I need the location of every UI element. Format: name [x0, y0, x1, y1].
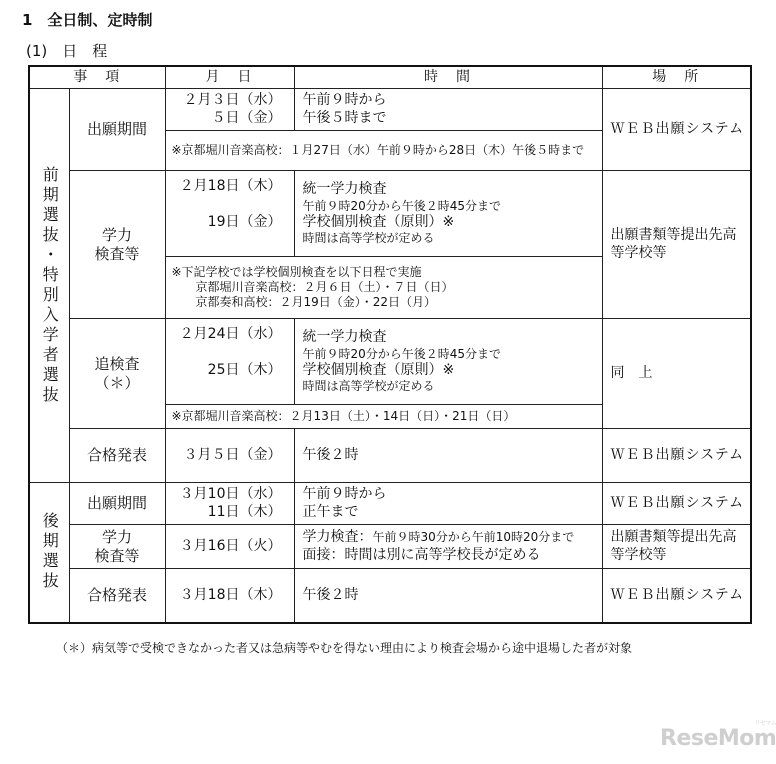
late-application-times: [294, 483, 602, 525]
late-result-time: 午後２時: [294, 569, 602, 623]
early-retest-dates: [165, 319, 294, 405]
table-row: [29, 525, 751, 569]
date-line: ５日（金）: [211, 109, 282, 126]
early-application-times: [294, 89, 602, 131]
early-application-dates: [165, 89, 294, 131]
time-line: 学校個別検査（原則）※: [302, 361, 455, 378]
early-application-note: ※京都堀川音楽高校：１月27日（水）午前９時から28日（木）午後５時まで: [165, 131, 602, 171]
date-line: ２月18日（木）: [179, 178, 282, 194]
time-line: 正午まで: [302, 503, 359, 520]
late-exam-date: ３月16日（火）: [165, 525, 294, 569]
time-line: 午前９時から: [302, 92, 387, 108]
time-sub-line: 午前９時20分から午後２時45分まで: [302, 198, 502, 213]
table-row: [29, 319, 751, 405]
early-category: [29, 89, 69, 483]
late-application-dates: [165, 483, 294, 525]
col-header-time: 時 間: [294, 66, 602, 89]
col-header-item: 事 項: [29, 66, 165, 89]
time-line: [303, 529, 602, 547]
note-line: ※下記学校では学校個別検査を以下日程で実施: [171, 265, 422, 279]
note-line: 京都堀川音楽高校：２月６日（土）・７日（日）: [195, 280, 454, 294]
early-exam-label: [69, 171, 165, 319]
table-row: [29, 429, 751, 483]
early-result-place: ＷＥＢ出願システム: [602, 429, 751, 483]
time-line: 学校個別検査（原則）※: [302, 213, 455, 230]
logo-text: ReseMom: [660, 726, 776, 751]
early-result-time: 午後２時: [294, 429, 602, 483]
early-result-label: 合格発表: [69, 429, 165, 483]
date-line: 11日（木）: [207, 503, 282, 520]
table-row: [29, 89, 751, 131]
early-exam-dates: [165, 171, 294, 257]
late-category: [29, 483, 69, 623]
time-line: 統一学力検査: [302, 181, 387, 197]
early-result-date: ３月５日（金）: [165, 429, 294, 483]
time-sub-line: 時間は高等学校が定める: [302, 231, 435, 245]
date-line: ２月３日（水）: [183, 92, 282, 108]
early-application-label: 出願期間: [69, 89, 165, 171]
header-row: [29, 66, 751, 89]
resemom-logo: [660, 720, 776, 751]
late-exam-place: 出願書類等提出先高等学校等: [602, 525, 751, 569]
late-result-place: ＷＥＢ出願システム: [602, 569, 751, 623]
time-sub-line: 午前９時20分から午後２時45分まで: [302, 346, 502, 361]
time-line: 面接：時間は別に高等学校長が定める: [302, 546, 541, 563]
col-header-date: 月 日: [165, 66, 294, 89]
early-exam-label-text: 学力 検査等: [94, 225, 140, 263]
time-line: 午後５時まで: [302, 109, 387, 126]
section-heading: 1 全日制、定時制: [22, 11, 153, 29]
time-label: 学力検査：: [302, 529, 373, 545]
date-line: 19日（金）: [207, 213, 282, 230]
time-line: 午前９時から: [302, 486, 387, 502]
time-sub-line: 時間は高等学校が定める: [302, 379, 435, 393]
subsection-heading: (1) 日 程: [26, 42, 108, 60]
logo-sub-text: リセマム: [754, 720, 776, 727]
early-retest-note: ※京都堀川音楽高校：２月13日（土）・14日（日）・21日（日）: [165, 405, 602, 429]
date-line: 25日（木）: [207, 361, 282, 378]
early-retest-place: 同 上: [602, 319, 751, 429]
date-line: ２月24日（水）: [179, 326, 282, 342]
late-exam-label-text: 学力 検査等: [94, 527, 140, 565]
late-result-date: ３月18日（木）: [165, 569, 294, 623]
early-exam-place: 出願書類等提出先高等学校等: [602, 171, 751, 319]
early-exam-times: [294, 171, 602, 257]
footnote: （＊）病気等で受検できなかった者又は急病等やむを得ない理由により検査会場から途中退場した者が対象: [56, 641, 633, 655]
late-exam-times: [294, 525, 602, 569]
time-sub-line: 午前９時30分から午前10時20分まで: [372, 530, 575, 544]
early-exam-note: [165, 257, 602, 319]
late-category-label: 後期選抜: [40, 512, 60, 593]
early-retest-times: [294, 319, 602, 405]
schedule-table: [28, 65, 752, 624]
early-retest-label-text: 追検査 （＊）: [94, 354, 140, 392]
date-line: ３月10日（水）: [179, 486, 282, 502]
late-exam-label: [69, 525, 165, 569]
early-category-label: 前期選抜・特別入学者選抜: [40, 165, 60, 406]
time-line: 統一学力検査: [302, 329, 387, 345]
col-header-place: 場 所: [602, 66, 751, 89]
table-row: [29, 171, 751, 257]
table-row: [29, 483, 751, 525]
early-application-place: ＷＥＢ出願システム: [602, 89, 751, 171]
note-line: 京都奏和高校：２月19日（金）・22日（月）: [195, 295, 437, 309]
early-retest-label: [69, 319, 165, 429]
late-result-label: 合格発表: [69, 569, 165, 623]
late-application-label: 出願期間: [69, 483, 165, 525]
table-row: [29, 569, 751, 623]
late-application-place: ＷＥＢ出願システム: [602, 483, 751, 525]
